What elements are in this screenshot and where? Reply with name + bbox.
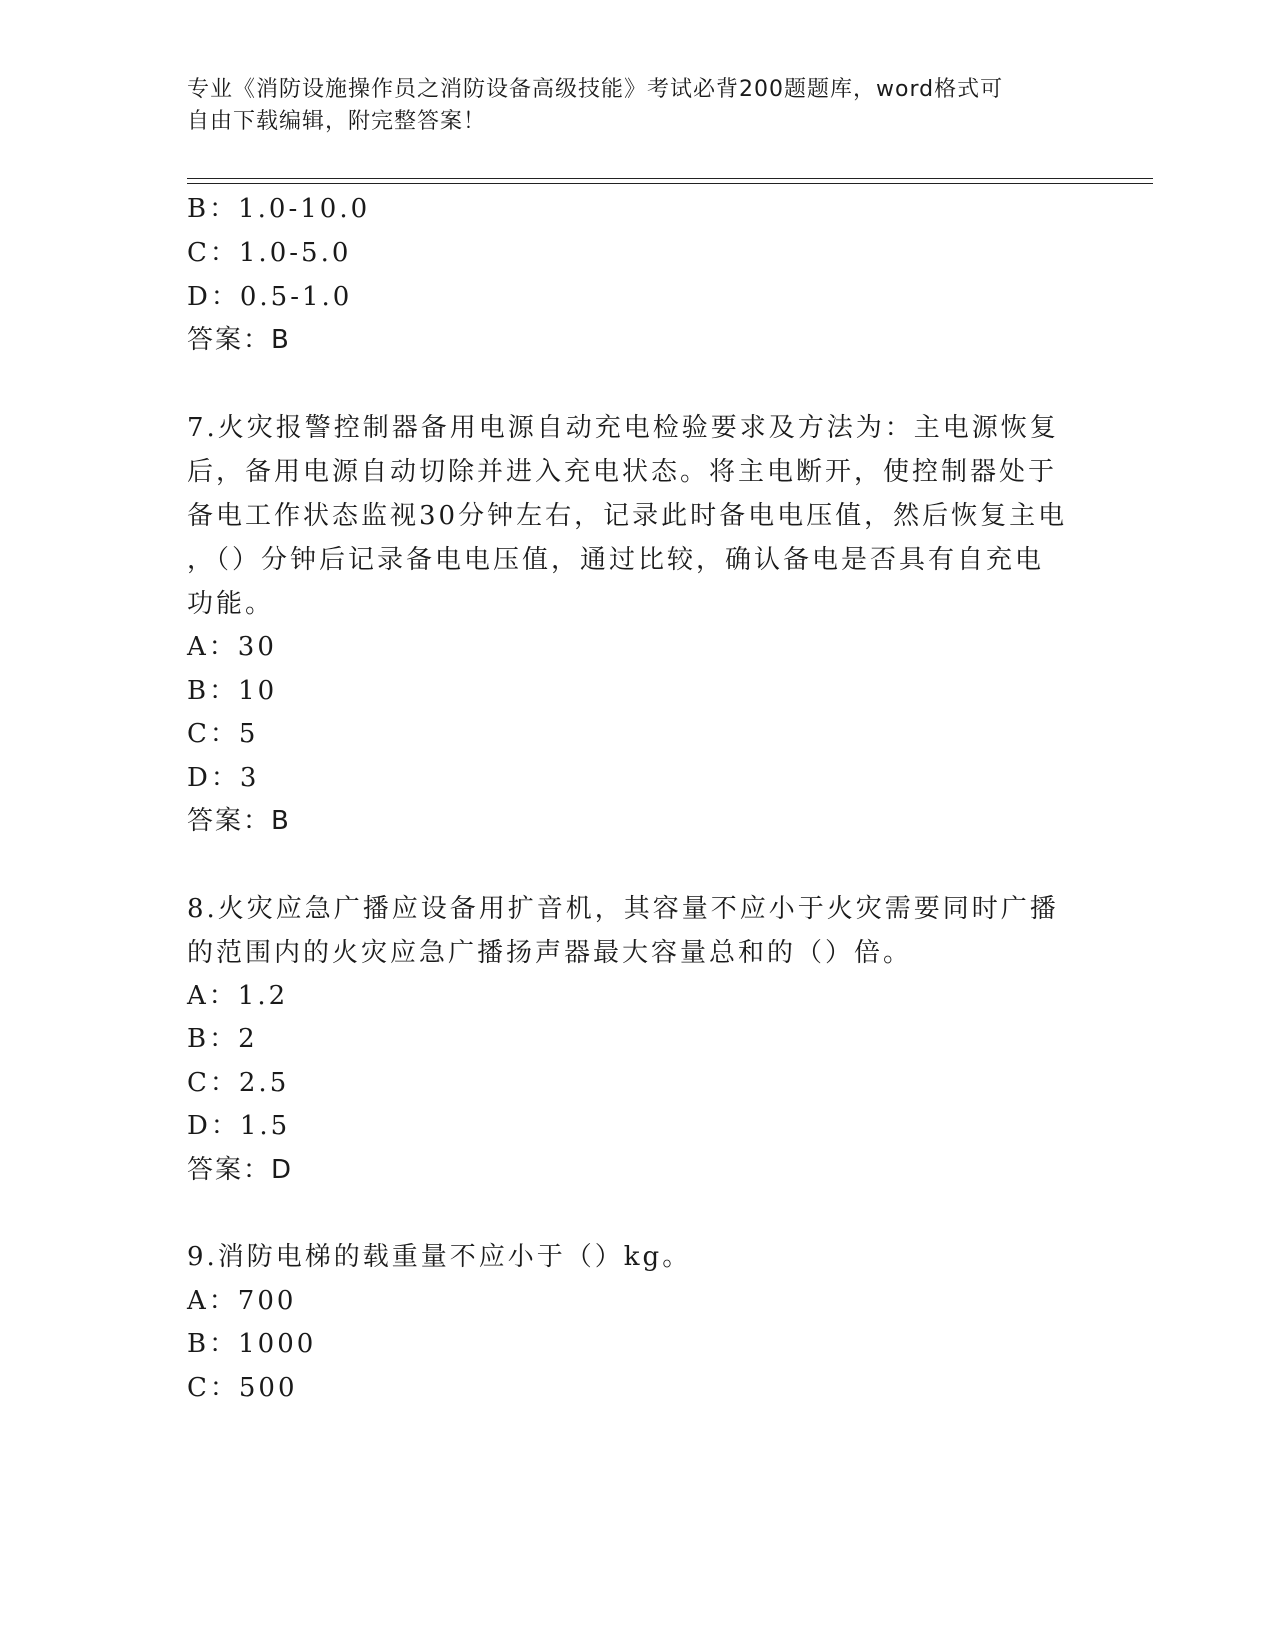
- q7-text-line-2: 后，备用电源自动切除并进入充电状态。将主电断开，使控制器处于: [187, 457, 1058, 487]
- q7-option-b: B：10: [187, 676, 278, 706]
- q7-option-a: A：30: [187, 632, 277, 662]
- q7-option-c: C：5: [187, 719, 259, 749]
- q7-answer: 答案：B: [187, 806, 291, 836]
- q8-option-a: A：1.2: [187, 981, 289, 1011]
- q7-text-line-5: 功能。: [187, 589, 275, 619]
- prev-answer: 答案：B: [187, 325, 291, 355]
- header-divider-top: [187, 178, 1153, 179]
- q8-text-line-1: 8.火灾应急广播应设备用扩音机，其容量不应小于火灾需要同时广播: [187, 894, 1059, 924]
- header-divider-bottom: [187, 183, 1153, 184]
- q7-text-line-4: ，（）分钟后记录备电电压值，通过比较，确认备电是否具有自充电: [187, 545, 1045, 575]
- document-header: [187, 74, 1067, 138]
- q8-text-line-2: 的范围内的火灾应急广播扬声器最大容量总和的（）倍。: [187, 938, 913, 968]
- q8-answer: 答案：D: [187, 1155, 294, 1185]
- prev-option-b: B：1.0-10.0: [187, 194, 371, 224]
- q7-text-line-1: 7.火灾报警控制器备用电源自动充电检验要求及方法为：主电源恢复: [187, 413, 1059, 443]
- q7-text-line-3: 备电工作状态监视30分钟左右，记录此时备电电压值，然后恢复主电: [187, 501, 1068, 531]
- q8-option-c: C：2.5: [187, 1068, 290, 1098]
- q9-option-b: B：1000: [187, 1329, 317, 1359]
- q9-text-line-1: 9.消防电梯的载重量不应小于（）kg。: [187, 1242, 692, 1272]
- q8-option-d: D：1.5: [187, 1111, 291, 1141]
- q9-option-a: A：700: [187, 1286, 297, 1316]
- prev-option-c: C：1.0-5.0: [187, 238, 352, 268]
- header-title-line-2: 自由下载编辑，附完整答案！: [187, 109, 487, 134]
- header-title-line-1: 专业《消防设施操作员之消防设备高级技能》考试必背200题题库，word格式可: [187, 77, 1004, 102]
- q7-option-d: D：3: [187, 763, 260, 793]
- q9-option-c: C：500: [187, 1373, 298, 1403]
- prev-option-d: D：0.5-1.0: [187, 282, 353, 312]
- q8-option-b: B：2: [187, 1024, 258, 1054]
